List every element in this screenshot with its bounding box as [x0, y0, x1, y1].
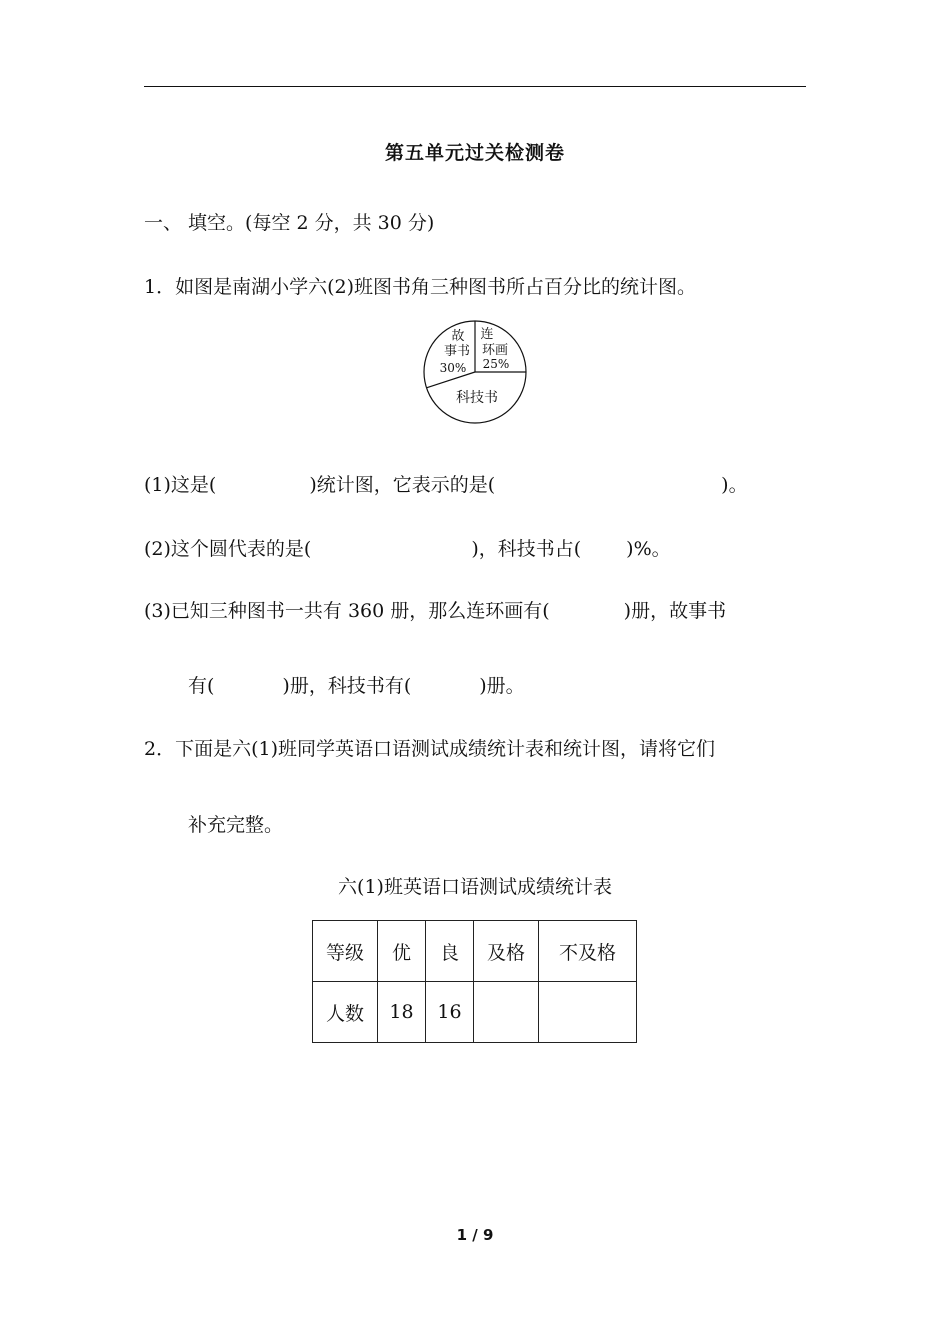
table-header-row: [313, 921, 637, 982]
table-cell-blank[interactable]: [539, 982, 637, 1043]
slice-comic-label-line1: 连: [480, 327, 494, 342]
top-rule: [144, 86, 806, 87]
q1-2-text-b: )，科技书占(: [471, 538, 582, 560]
page-number: 1 / 9: [456, 1226, 494, 1244]
q1-1-text-a: (1)这是(: [144, 474, 217, 496]
table-header-cell: 不及格: [539, 921, 637, 982]
slice-comic-label-line2: 环画: [481, 343, 509, 358]
question-1-part-1: [144, 472, 748, 498]
question-2-text-continued: 补充完整。: [188, 814, 284, 836]
question-1-part-2: [144, 536, 671, 562]
table-header-cell: 良: [426, 921, 474, 982]
slice-comic-value: 25%: [482, 357, 510, 371]
slice-story-label-line2: 事书: [443, 344, 471, 359]
question-1-text: 1．如图是南湖小学六(2)班图书角三种图书所占百分比的统计图。: [144, 276, 697, 298]
table-header-cell: 优: [378, 921, 426, 982]
score-table: [312, 920, 637, 1043]
q1-1-text-b: )统计图，它表示的是(: [309, 474, 496, 496]
page-title: 第五单元过关检测卷: [384, 142, 565, 164]
section-heading: 一、 填空。(每空 2 分，共 30 分): [144, 212, 435, 234]
q1-2-text-c: )%。: [626, 538, 671, 560]
slice-story-label-line1: 故: [451, 329, 465, 344]
question-1-part-3: [144, 598, 726, 624]
q1-1-text-c: )。: [721, 474, 748, 496]
table-header-cell: 等级: [313, 921, 378, 982]
table-cell-blank[interactable]: [474, 982, 539, 1043]
q1-3b-text-a: 有(: [188, 675, 215, 697]
q1-3b-text-b: )册，科技书有(: [282, 675, 412, 697]
table-cell: 18: [378, 982, 426, 1043]
q1-2-text-a: (2)这个圆代表的是(: [144, 538, 312, 560]
q1-3-text-a: (3)已知三种图书一共有 360 册，那么连环画有(: [144, 600, 550, 622]
slice-tech-label: 科技书: [456, 390, 498, 406]
table-cell: 16: [426, 982, 474, 1043]
pie-chart-svg: [419, 320, 531, 428]
question-2-text: 2．下面是六(1)班同学英语口语测试成绩统计表和统计图，请将它们: [144, 738, 716, 760]
question-1-part-3-continued: [188, 673, 525, 699]
pie-chart: [419, 320, 531, 428]
table-header-cell: 及格: [474, 921, 539, 982]
q1-3b-text-c: )册。: [479, 675, 525, 697]
q1-3-text-b: )册，故事书: [623, 600, 727, 622]
table-caption: 六(1)班英语口语测试成绩统计表: [338, 876, 612, 898]
table-cell: 人数: [313, 982, 378, 1043]
slice-story-value: 30%: [439, 361, 467, 375]
table-row: [313, 982, 637, 1043]
